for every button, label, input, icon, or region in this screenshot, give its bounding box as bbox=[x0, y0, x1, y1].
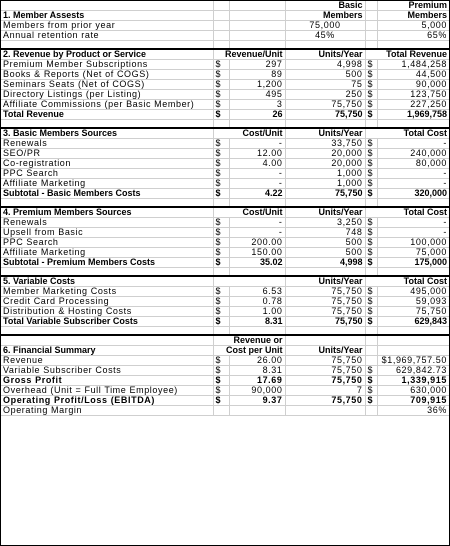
table-row: Operating Margin 36% bbox=[3, 405, 447, 415]
section-title: 1. Member Assests bbox=[1, 11, 213, 21]
table-row: Renewals $ - 33,750 $ - bbox=[3, 138, 447, 148]
section-title: 5. Variable Costs bbox=[1, 276, 213, 287]
total-row: Total Revenue $ 26 75,750 $ 1,969,758 bbox=[3, 109, 447, 119]
spacer-row bbox=[1, 327, 449, 336]
section-basic-sources bbox=[1, 128, 449, 207]
total-row: Subtotal - Basic Members Costs $ 4.22 75,750 $ 320,000 bbox=[3, 188, 447, 198]
section-header-row bbox=[1, 128, 449, 139]
column-header: Units/Year bbox=[285, 49, 365, 60]
table-row: Seminars Seats (Net of COGS) $ 1,200 75 $ 90,000 bbox=[3, 79, 447, 89]
section-financial-summary bbox=[1, 335, 449, 416]
column-header: Cost/Unit bbox=[213, 128, 285, 139]
spacer-row bbox=[1, 120, 449, 129]
column-header: Total Cost bbox=[365, 276, 449, 287]
section-title: 3. Basic Members Sources bbox=[1, 128, 213, 139]
total-row: Subtotal - Premium Members Costs $ 35.02 4,998 $ 175,000 bbox=[3, 257, 447, 267]
section-revenue bbox=[1, 49, 449, 128]
column-header bbox=[213, 276, 285, 287]
table-row: Renewals $ - 3,250 $ - bbox=[3, 217, 447, 227]
spacer-row bbox=[1, 268, 449, 277]
table-row: Distribution & Hosting Costs $ 1.00 75,750 $ 75,750 bbox=[3, 306, 447, 316]
column-header: Total Cost bbox=[365, 207, 449, 218]
table-row: Affiliate Marketing $ 150.00 500 $ 75,000 bbox=[3, 247, 447, 257]
section-variable-costs bbox=[1, 276, 449, 335]
financial-table bbox=[1, 1, 449, 416]
table-row: Affiliate Commissions (per Basic Member) $ 3 75,750 $ 227,250 bbox=[3, 99, 447, 109]
premium-header: Premium bbox=[377, 1, 449, 11]
section-title: 6. Financial Summary bbox=[1, 346, 213, 356]
total-row: Total Variable Subscriber Costs $ 8.31 75,750 $ 629,843 bbox=[3, 316, 447, 326]
table-row: Overhead (Unit = Full Time Employee) $ 90,000 7 $ 630,000 bbox=[3, 385, 447, 395]
section-header-row bbox=[1, 207, 449, 218]
column-header: Total Cost bbox=[365, 128, 449, 139]
table-row: Books & Reports (Net of COGS) $ 89 500 $ 44,500 bbox=[3, 69, 447, 79]
table-row: Co-registration $ 4.00 20,000 $ 80,000 bbox=[3, 158, 447, 168]
table-row: Variable Subscriber Costs $ 8.31 75,750 $ 629,842.73 bbox=[3, 365, 447, 375]
table-row: Members from prior year 75,000 5,000 bbox=[3, 20, 447, 30]
members-header: Members bbox=[285, 11, 365, 21]
section-header-row bbox=[1, 276, 449, 287]
table-row: Premium Member Subscriptions $ 297 4,998 $ 1,484,258 bbox=[3, 59, 447, 69]
section-title: 4. Premium Members Sources bbox=[1, 207, 213, 218]
spacer-row bbox=[1, 199, 449, 208]
header-row-1 bbox=[1, 1, 449, 11]
table-row: Affiliate Marketing $ - 1,000 $ - bbox=[3, 178, 447, 188]
table-row: PPC Search $ 200.00 500 $ 100,000 bbox=[3, 237, 447, 247]
section-premium-sources bbox=[1, 207, 449, 276]
table-row: Directory Listings (per Listing) $ 495 250 $ 123,750 bbox=[3, 89, 447, 99]
column-header: Revenue/Unit bbox=[213, 49, 285, 60]
column-header: Cost per Unit bbox=[213, 346, 285, 356]
table-row: SEO/PR $ 12.00 20,000 $ 240,000 bbox=[3, 148, 447, 158]
table-row: Annual retention rate 45% 65% bbox=[3, 30, 447, 40]
table-row: Operating Profit/Loss (EBITDA) $ 9.37 75,750 $ 709,915 bbox=[3, 395, 447, 405]
column-header: Total Revenue bbox=[365, 49, 449, 60]
column-header: Units/Year bbox=[285, 346, 365, 356]
column-header: Units/Year bbox=[285, 207, 365, 218]
column-header: Cost/Unit bbox=[213, 207, 285, 218]
section-header-row bbox=[1, 335, 449, 346]
basic-header: Basic bbox=[285, 1, 365, 11]
column-header: Revenue or bbox=[213, 335, 285, 346]
table-row: Revenue $ 26.00 75,750 $1,969,757.50 bbox=[3, 355, 447, 365]
section-title: 2. Revenue by Product or Service bbox=[1, 49, 213, 60]
header-row-2 bbox=[1, 11, 449, 21]
table-row: Credit Card Processing $ 0.78 75,750 $ 59,093 bbox=[3, 296, 447, 306]
column-header: Units/Year bbox=[285, 128, 365, 139]
section-header-row bbox=[1, 49, 449, 60]
members-header: Members bbox=[377, 11, 449, 21]
column-header: Units/Year bbox=[285, 276, 365, 287]
table-row: Member Marketing Costs $ 6.53 75,750 $ 495,000 bbox=[3, 286, 447, 296]
section-header-row bbox=[1, 346, 449, 356]
table-row: Gross Profit $ 17.69 75,750 $ 1,339,915 bbox=[3, 375, 447, 385]
table-row: PPC Search $ - 1,000 $ - bbox=[3, 168, 447, 178]
table-row: Upsell from Basic $ - 748 $ - bbox=[3, 227, 447, 237]
